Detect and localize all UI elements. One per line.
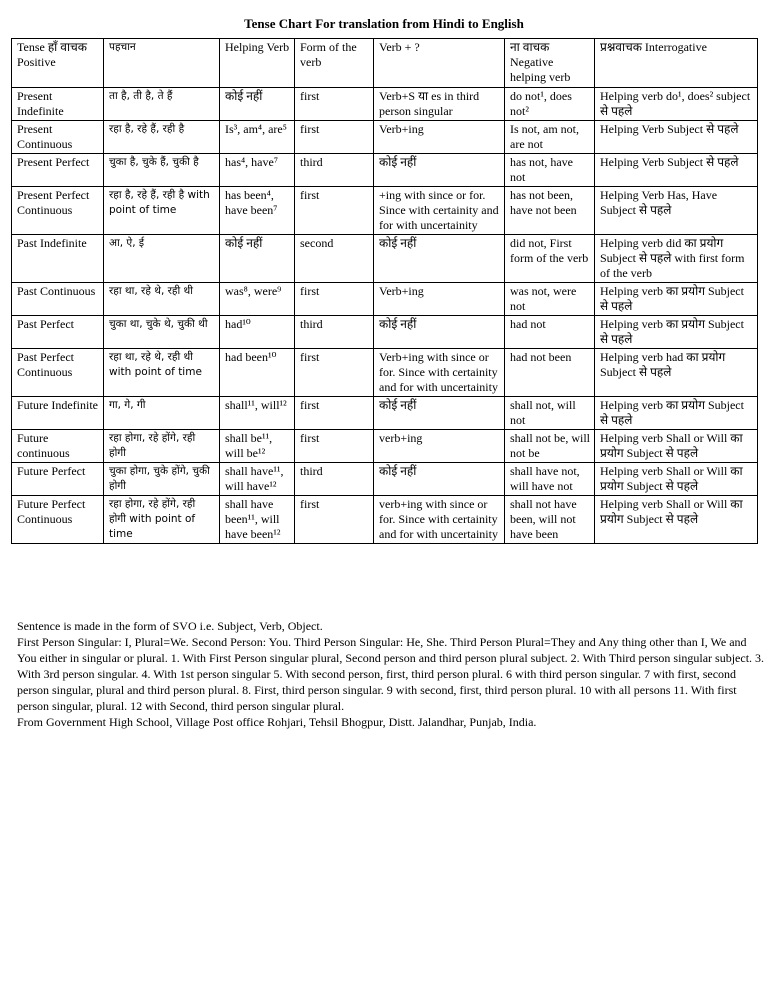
header-cell-negative: ना वाचक Negative helping verb [505, 39, 595, 88]
cell-helping-verb: shall have¹¹, will have¹² [220, 463, 295, 496]
note-persons: First Person Singular: I, Plural=We. Second Person: You. Third Person Singular: He, She. Third Person Plural=They and Any thing other than I, We and You either in singular or plural. 1. With First Person singular plural, Second person and third person plural subject. 2. With Third person singular subject. 3. With 3rd person singular. 4. With 1st person singular 5. With second person, first, third person plural. 6 with third person singular. 7 with first, second person singular, plural and third person plural. 8. First, third person singular. 9 with second, first, third person plural. 10 with all persons 11. With first person singular, plural. 12 with Second, third person singular plural. [17, 635, 765, 713]
cell-negative: had not been [505, 349, 595, 397]
header-cell-helping-verb: Helping Verb [220, 39, 295, 88]
cell-negative: has not been, have not been [505, 187, 595, 235]
cell-verb-form: third [295, 463, 374, 496]
cell-verb-form: first [295, 283, 374, 316]
cell-verb-plus: Verb+ing [374, 121, 505, 154]
cell-identification: रहा होगा, रहे होंगे, रही होगी [104, 430, 220, 463]
table-row [12, 463, 758, 496]
cell-identification: चुका है, चुके हैं, चुकी है [104, 154, 220, 187]
table-row [12, 430, 758, 463]
cell-helping-verb: was⁸, were⁹ [220, 283, 295, 316]
cell-verb-plus: +ing with since or for. Since with certainity and for with uncertainity [374, 187, 505, 235]
cell-negative: has not, have not [505, 154, 595, 187]
cell-tense: Future Perfect [12, 463, 104, 496]
note-source: From Government High School, Village Post office Rohjari, Tehsil Bhogpur, Distt. Jalandhar, Punjab, India. [17, 715, 537, 729]
table-row [12, 283, 758, 316]
cell-helping-verb: had been¹⁰ [220, 349, 295, 397]
cell-identification: चुका था, चुके थे, चुकी थी [104, 316, 220, 349]
cell-interrogative: Helping Verb Has, Have Subject से पहले [595, 187, 758, 235]
cell-identification: रहा था, रहे थे, रही थी [104, 283, 220, 316]
cell-tense: Present Continuous [12, 121, 104, 154]
cell-tense: Past Perfect [12, 316, 104, 349]
cell-interrogative: Helping Verb Subject से पहले [595, 121, 758, 154]
cell-verb-form: first [295, 187, 374, 235]
cell-verb-plus: कोई नहीं [374, 154, 505, 187]
cell-verb-plus: Verb+S या es in third person singular [374, 88, 505, 121]
cell-interrogative: Helping verb Shall or Will का प्रयोग Subject से पहले [595, 496, 758, 544]
cell-interrogative: Helping verb Shall or Will का प्रयोग Subject से पहले [595, 430, 758, 463]
cell-tense: Present Perfect [12, 154, 104, 187]
cell-helping-verb: has been⁴, have been⁷ [220, 187, 295, 235]
cell-interrogative: Helping verb did का प्रयोग Subject से पहले with first form of the verb [595, 235, 758, 283]
cell-interrogative: Helping verb had का प्रयोग Subject से पहले [595, 349, 758, 397]
cell-negative: was not, were not [505, 283, 595, 316]
cell-tense: Future Indefinite [12, 397, 104, 430]
cell-negative: do not¹, does not² [505, 88, 595, 121]
cell-tense: Past Indefinite [12, 235, 104, 283]
table-row [12, 88, 758, 121]
cell-verb-plus: कोई नहीं [374, 397, 505, 430]
cell-verb-form: first [295, 430, 374, 463]
cell-negative: did not, First form of the verb [505, 235, 595, 283]
cell-interrogative: Helping Verb Subject से पहले [595, 154, 758, 187]
cell-verb-form: first [295, 349, 374, 397]
cell-tense: Past Continuous [12, 283, 104, 316]
cell-helping-verb: shall be¹¹, will be¹² [220, 430, 295, 463]
cell-verb-plus: Verb+ing with since or for. Since with certainity and for with uncertainity [374, 349, 505, 397]
cell-interrogative: Helping verb का प्रयोग Subject से पहले [595, 316, 758, 349]
notes-section [17, 618, 767, 730]
cell-verb-form: third [295, 154, 374, 187]
cell-helping-verb: Is³, am⁴, are⁵ [220, 121, 295, 154]
table-row [12, 121, 758, 154]
cell-tense: Present Perfect Continuous [12, 187, 104, 235]
cell-tense: Past Perfect Continuous [12, 349, 104, 397]
cell-helping-verb: कोई नहीं [220, 88, 295, 121]
tense-chart-table [11, 38, 758, 544]
cell-negative: shall not have been, will not have been [505, 496, 595, 544]
cell-verb-form: first [295, 121, 374, 154]
header-cell-interrogative: प्रश्नवाचक Interrogative [595, 39, 758, 88]
header-cell-verb-plus: Verb + ? [374, 39, 505, 88]
table-row [12, 349, 758, 397]
cell-identification: ता है, ती है, ते हैं [104, 88, 220, 121]
cell-identification: गा, गे, गी [104, 397, 220, 430]
header-row [12, 39, 758, 88]
cell-interrogative: Helping verb Shall or Will का प्रयोग Subject से पहले [595, 463, 758, 496]
cell-verb-plus: कोई नहीं [374, 463, 505, 496]
cell-negative: shall not, will not [505, 397, 595, 430]
cell-negative: shall not be, will not be [505, 430, 595, 463]
table-row [12, 316, 758, 349]
cell-negative: had not [505, 316, 595, 349]
cell-negative: Is not, am not, are not [505, 121, 595, 154]
cell-interrogative: Helping verb do¹, does² subject से पहले [595, 88, 758, 121]
cell-negative: shall have not, will have not [505, 463, 595, 496]
table-row [12, 187, 758, 235]
header-cell-verb-form: Form of the verb [295, 39, 374, 88]
cell-identification: रहा है, रहे हैं, रही है [104, 121, 220, 154]
cell-verb-plus: verb+ing with since or for. Since with certainity and for with uncertainity [374, 496, 505, 544]
cell-verb-plus: कोई नहीं [374, 235, 505, 283]
cell-verb-plus: Verb+ing [374, 283, 505, 316]
table-row [12, 496, 758, 544]
cell-identification: रहा है, रहे हैं, रही है with point of time [104, 187, 220, 235]
cell-verb-form: third [295, 316, 374, 349]
cell-verb-form: first [295, 397, 374, 430]
note-svo: Sentence is made in the form of SVO i.e. Subject, Verb, Object. [17, 619, 323, 633]
cell-interrogative: Helping verb का प्रयोग Subject से पहले [595, 283, 758, 316]
cell-verb-form: second [295, 235, 374, 283]
header-cell-identification: पहचान [104, 39, 220, 88]
cell-identification: रहा होगा, रहे होंगे, रही होगी with point of time [104, 496, 220, 544]
cell-identification: आ, ऐ, ई [104, 235, 220, 283]
cell-tense: Future continuous [12, 430, 104, 463]
cell-interrogative: Helping verb का प्रयोग Subject से पहले [595, 397, 758, 430]
chart-body [12, 88, 758, 544]
cell-tense: Present Indefinite [12, 88, 104, 121]
cell-helping-verb: shall have been¹¹, will have been¹² [220, 496, 295, 544]
cell-verb-plus: verb+ing [374, 430, 505, 463]
cell-helping-verb: had¹⁰ [220, 316, 295, 349]
cell-helping-verb: कोई नहीं [220, 235, 295, 283]
header-cell-tense: Tense हाँ वाचक Positive [12, 39, 104, 88]
table-row [12, 397, 758, 430]
cell-verb-plus: कोई नहीं [374, 316, 505, 349]
cell-helping-verb: has⁴, have⁷ [220, 154, 295, 187]
cell-identification: रहा था, रहे थे, रही थी with point of time [104, 349, 220, 397]
cell-verb-form: first [295, 496, 374, 544]
table-row [12, 154, 758, 187]
cell-tense: Future Perfect Continuous [12, 496, 104, 544]
table-row [12, 235, 758, 283]
cell-identification: चुका होगा, चुके होंगे, चुकी होगी [104, 463, 220, 496]
cell-helping-verb: shall¹¹, will¹² [220, 397, 295, 430]
cell-verb-form: first [295, 88, 374, 121]
page-title: Tense Chart For translation from Hindi to English [244, 16, 524, 31]
